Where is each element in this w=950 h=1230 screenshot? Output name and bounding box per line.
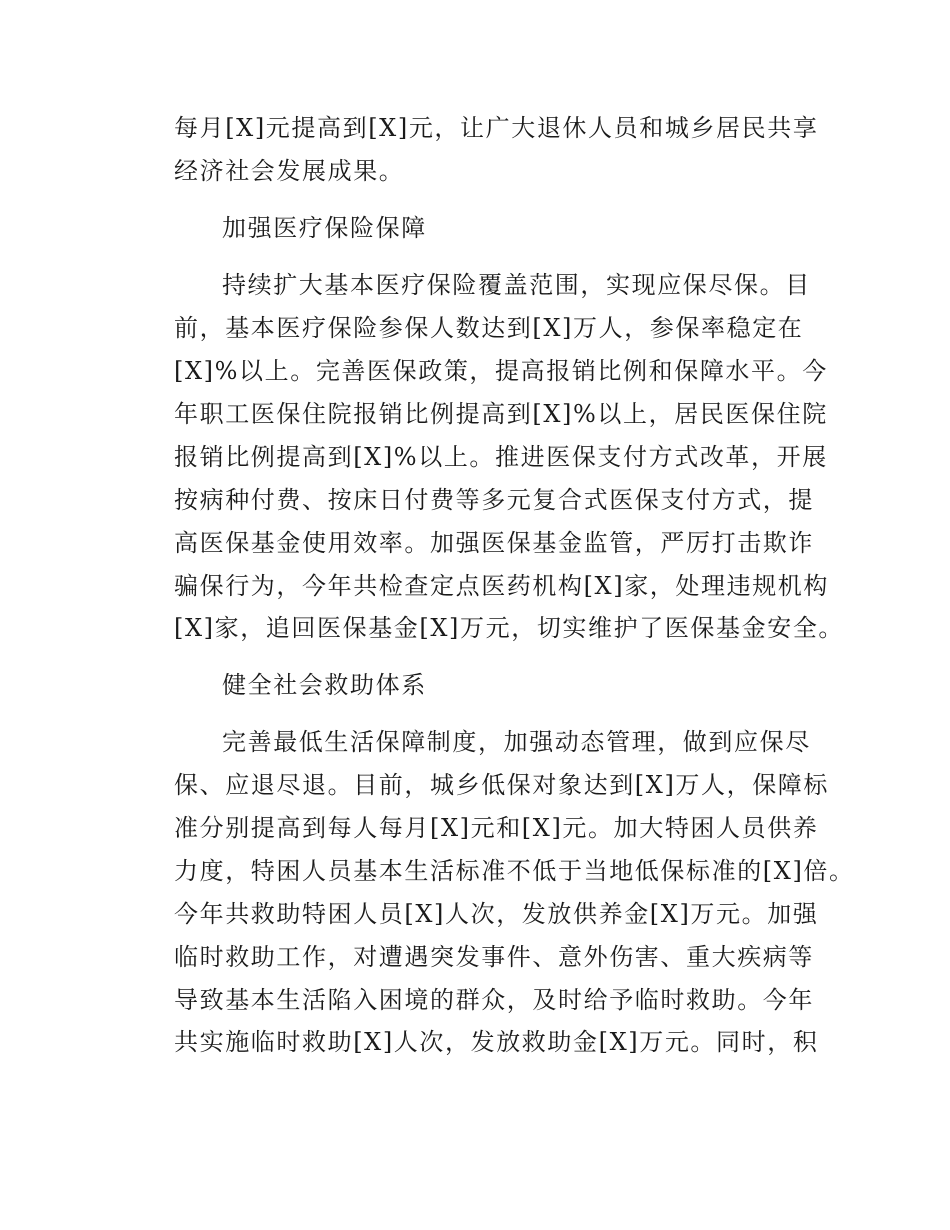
assistance-line-2: 保、应退尽退。目前，城乡低保对象达到[X]万人，保障标 [174,771,830,799]
medical-line-2: 前，基本医疗保险参保人数达到[X]万人，参保率稳定在 [174,314,804,342]
medical-line-6: 按病种付费、按床日付费等多元复合式医保支付方式，提 [174,486,814,514]
medical-line-1: 持续扩大基本医疗保险覆盖范围，实现应保尽保。目 [222,271,811,299]
assistance-line-1: 完善最低生活保障制度，加强动态管理，做到应保尽 [222,728,811,756]
section-heading-assistance: 健全社会救助体系 [222,671,427,699]
paragraph-1-line-2: 经济社会发展成果。 [174,157,405,185]
medical-line-9: [X]家，追回医保基金[X]万元，切实维护了医保基金安全。 [174,614,845,642]
medical-line-8: 骗保行为，今年共检查定点医药机构[X]家，处理违规机构 [174,572,830,600]
medical-line-7: 高医保基金使用效率。加强医保基金监管，严厉打击欺诈 [174,529,814,557]
paragraph-1-line-1: 每月[X]元提高到[X]元，让广大退休人员和城乡居民共享 [174,114,819,142]
assistance-line-7: 导致基本生活陷入困境的群众，及时给予临时救助。今年 [174,986,814,1014]
assistance-line-3: 准分别提高到每人每月[X]元和[X]元。加大特困人员供养 [174,814,819,842]
medical-line-3: [X]%以上。完善医保政策，提高报销比例和保障水平。今 [174,357,828,385]
assistance-line-5: 今年共救助特困人员[X]人次，发放供养金[X]万元。加强 [174,900,819,928]
medical-line-5: 报销比例提高到[X]%以上。推进医保支付方式改革，开展 [174,443,828,471]
assistance-line-8: 共实施临时救助[X]人次，发放救助金[X]万元。同时，积 [174,1028,819,1056]
assistance-line-4: 力度，特困人员基本生活标准不低于当地低保标准的[X]倍。 [174,857,855,885]
medical-line-4: 年职工医保住院报销比例提高到[X]%以上，居民医保住院 [174,400,828,428]
section-heading-medical: 加强医疗保险保障 [222,214,427,242]
assistance-line-6: 临时救助工作，对遭遇突发事件、意外伤害、重大疾病等 [174,943,814,971]
